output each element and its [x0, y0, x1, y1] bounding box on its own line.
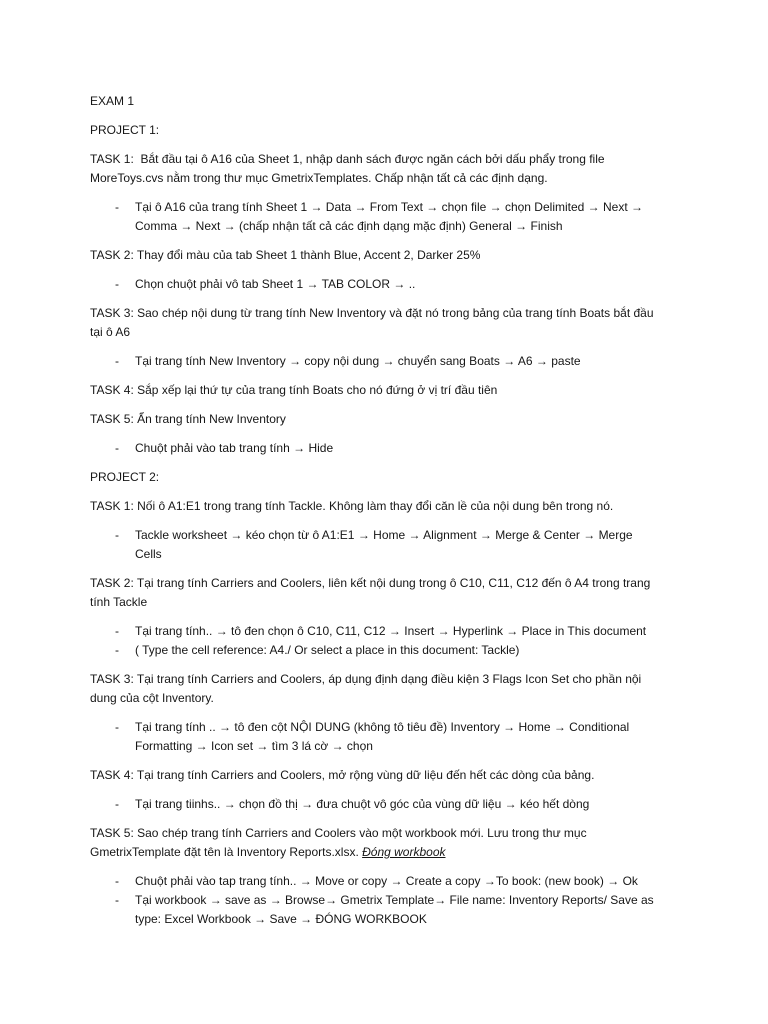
- task-line-with-emphasis: [90, 843, 768, 862]
- step-line: Tại trang tiinhs.. → chọn đồ thị → đưa chuột vô góc của vùng dữ liệu → kéo hết dòng: [135, 797, 590, 811]
- title-line: EXAM 1: [90, 94, 135, 108]
- task-paragraph: [90, 246, 768, 265]
- step-list: [90, 622, 768, 660]
- step-item: [90, 891, 768, 929]
- task-line: TASK 4: Tại trang tính Carriers and Coolers, mở rộng vùng dữ liệu đến hết các dòng của bảng.: [90, 768, 595, 782]
- bullet-marker: -: [115, 354, 119, 368]
- task-line-text: GmetrixTemplate đặt tên là Inventory Reports.xlsx.: [90, 845, 363, 859]
- step-line: Formatting → Icon set → tìm 3 lá cờ → chọn: [135, 739, 373, 753]
- project-heading-line: PROJECT 1:: [90, 123, 160, 137]
- bullet-marker: -: [115, 624, 119, 638]
- task-line: TASK 1: Nối ô A1:E1 trong trang tính Tackle. Không làm thay đổi căn lề của nội dung bên trong nó.: [90, 499, 614, 513]
- task-paragraph: [90, 150, 768, 188]
- step-item: [90, 641, 768, 660]
- step-list: [90, 718, 768, 756]
- bullet-marker: -: [115, 720, 119, 734]
- step-item: [90, 352, 768, 371]
- task-line: TASK 5: Ẩn trang tính New Inventory: [90, 412, 286, 426]
- project-heading: [90, 468, 768, 487]
- step-item: [90, 439, 768, 458]
- step-line: Cells: [135, 547, 162, 561]
- document-title: [90, 92, 768, 111]
- bullet-marker: -: [115, 893, 119, 907]
- task-line: TASK 2: Thay đổi màu của tab Sheet 1 thành Blue, Accent 2, Darker 25%: [90, 248, 481, 262]
- step-item: [90, 198, 768, 236]
- step-line: Tại trang tính.. → tô đen chọn ô C10, C11, C12 → Insert → Hyperlink → Place in This document: [135, 624, 647, 638]
- task-line: TASK 2: Tại trang tính Carriers and Coolers, liên kết nội dung trong ô C10, C11, C12 đến ô A4 trong trang: [90, 576, 651, 590]
- step-list: [90, 526, 768, 564]
- step-line: Tackle worksheet → kéo chọn từ ô A1:E1 → Home → Alignment → Merge & Center → Merge: [135, 528, 633, 542]
- task-line: TASK 3: Sao chép nội dung từ trang tính New Inventory và đặt nó trong bảng của trang tính Boats bắt đầu: [90, 306, 654, 320]
- task-paragraph: [90, 304, 768, 342]
- step-line: Tại trang tính New Inventory → copy nội dung → chuyển sang Boats → A6 → paste: [135, 354, 581, 368]
- step-line: Tại ô A16 của trang tính Sheet 1 → Data → From Text → chọn file → chọn Delimited → Next →: [135, 200, 644, 214]
- task-paragraph: [90, 410, 768, 429]
- step-item: [90, 622, 768, 641]
- step-line: type: Excel Workbook → Save → ĐÓNG WORKBOOK: [135, 912, 427, 926]
- task-paragraph: [90, 670, 768, 708]
- step-item: [90, 795, 768, 814]
- task-paragraph: [90, 381, 768, 400]
- bullet-marker: -: [115, 874, 119, 888]
- step-list: [90, 439, 768, 458]
- task-line: tính Tackle: [90, 595, 148, 609]
- task-line: tại ô A6: [90, 325, 131, 339]
- project-heading-line: PROJECT 2:: [90, 470, 160, 484]
- bullet-marker: -: [115, 643, 119, 657]
- step-list: [90, 275, 768, 294]
- bullet-marker: -: [115, 797, 119, 811]
- bullet-marker: -: [115, 441, 119, 455]
- bullet-marker: -: [115, 528, 119, 542]
- step-line: Chuột phải vào tab trang tính → Hide: [135, 441, 334, 455]
- task-paragraph: [90, 766, 768, 785]
- step-list: [90, 872, 768, 929]
- step-line: Chuột phải vào tap trang tính.. → Move or copy → Create a copy →To book: (new book) → Ok: [135, 874, 638, 888]
- task-paragraph: [90, 824, 768, 862]
- bullet-marker: -: [115, 200, 119, 214]
- step-list: [90, 352, 768, 371]
- step-item: [90, 526, 768, 564]
- step-line: Comma → Next → (chấp nhận tất cả các định dạng mặc định) General → Finish: [135, 219, 563, 233]
- task-line: TASK 4: Sắp xếp lại thứ tự của trang tính Boats cho nó đứng ở vị trí đầu tiên: [90, 383, 498, 397]
- step-item: [90, 872, 768, 891]
- task-paragraph: [90, 574, 768, 612]
- step-line: ( Type the cell reference: A4./ Or select a place in this document: Tackle): [135, 643, 520, 657]
- step-list: [90, 198, 768, 236]
- project-heading: [90, 121, 768, 140]
- task-line: TASK 3: Tại trang tính Carriers and Coolers, áp dụng định dạng điều kiện 3 Flags Icon Set cho phần nội: [90, 672, 642, 686]
- task-line: TASK 1: Bắt đầu tại ô A16 của Sheet 1, nhập danh sách được ngăn cách bởi dấu phẩy trong file: [90, 152, 605, 166]
- step-line: Tại trang tính .. → tô đen cột NỘI DUNG (không tô tiêu đề) Inventory → Home → Conditional: [135, 720, 630, 734]
- step-line: Chọn chuột phải vô tab Sheet 1 → TAB COLOR → ..: [135, 277, 416, 291]
- emphasis-text: Đóng workbook: [362, 845, 446, 859]
- bullet-marker: -: [115, 277, 119, 291]
- task-line: dung của cột Inventory.: [90, 691, 214, 705]
- task-paragraph: [90, 497, 768, 516]
- step-line: Tại workbook → save as → Browse→ Gmetrix Template→ File name: Inventory Reports/ Save as: [135, 893, 654, 907]
- step-item: [90, 718, 768, 756]
- step-item: [90, 275, 768, 294]
- task-line: TASK 5: Sao chép trang tính Carriers and Coolers vào một workbook mới. Lưu trong thư mục: [90, 826, 587, 840]
- task-line: MoreToys.cvs nằm trong thư mục GmetrixTemplates. Chấp nhận tất cả các định dạng.: [90, 171, 548, 185]
- step-list: [90, 795, 768, 814]
